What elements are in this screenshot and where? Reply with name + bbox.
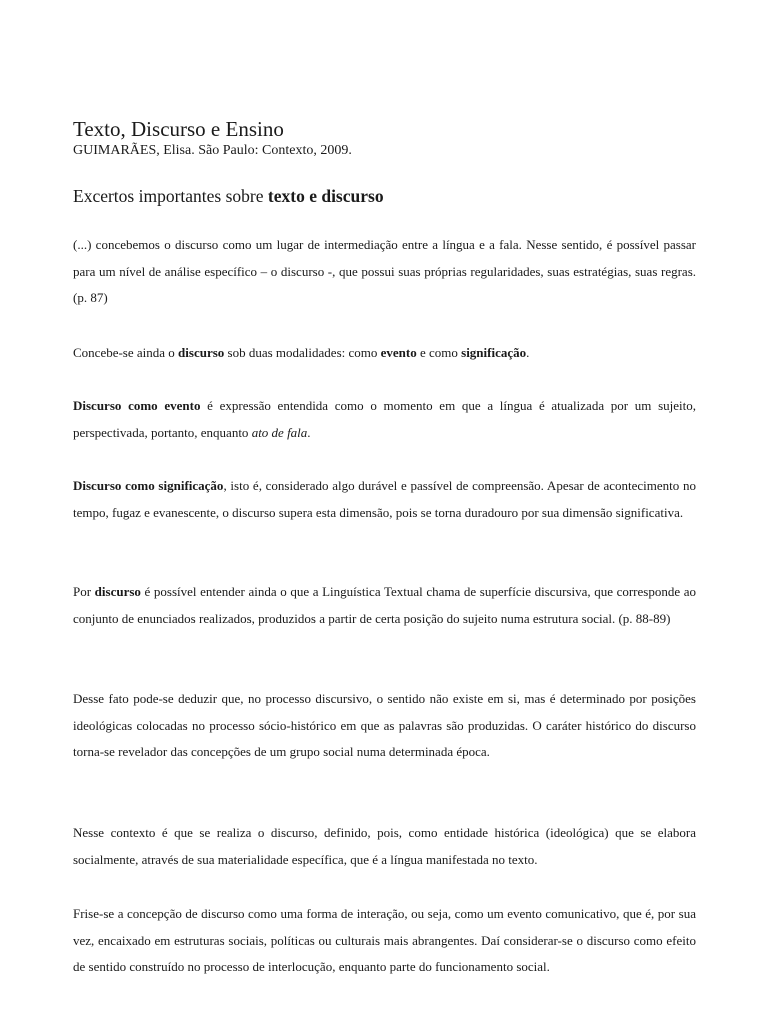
paragraph-4-bold-lead: Discurso como significação: [73, 478, 224, 493]
paragraph-7: [73, 820, 696, 873]
paragraph-6-text: Desse fato pode-se deduzir que, no processo discursivo, o sentido não existe em si, mas é determinado por posições ideológicas colocadas no processo sócio-histórico em que as palavras são produzidas. O caráter histórico do discurso torna-se revelador das concepções de um grupo social numa determinada época.: [73, 691, 696, 759]
paragraph-5-text-c: é possível entender ainda o que a Linguística Textual chama de superfície discursiva, que corresponde ao conjunto de enunciados realizados, produzidos a partir de certa posição do sujeito numa estrutura social. (p. 88-89): [73, 584, 696, 626]
paragraph-3: [73, 393, 696, 446]
paragraph-3-text-e: .: [307, 424, 311, 440]
paragraph-3-bold-lead: Discurso como evento: [73, 398, 201, 413]
section-heading-prefix: Excertos importantes sobre: [73, 186, 268, 206]
section-heading-emphasis: texto e discurso: [267, 186, 384, 206]
citation: GUIMARÃES, Elisa. São Paulo: Contexto, 2009.: [73, 143, 352, 158]
paragraph-6: [73, 686, 696, 766]
paragraph-1: [73, 232, 696, 312]
paragraph-2-bold-discurso: discurso: [178, 345, 225, 360]
paragraph-5-text-a: Por: [73, 584, 95, 599]
paragraph-8-text: Frise-se a concepção de discurso como uma forma de interação, ou seja, como um evento comunicativo, que é, por sua vez, encaixado em estruturas sociais, políticas ou culturais mais abrangentes. Daí considerar-se o discurso como efeito de sentido construído no processo de interlocução, enquanto parte do funcionamento social.: [73, 906, 696, 974]
paragraph-8: [73, 901, 696, 981]
document-title: Texto, Discurso e Ensino: [73, 117, 284, 141]
paragraph-7-text: Nesse contexto é que se realiza o discurso, definido, pois, como entidade histórica (ideológica) que se elabora socialmente, através de sua materialidade específica, que é a língua manifestada no texto.: [73, 825, 696, 867]
paragraph-2-text-c: sob duas modalidades: como: [224, 345, 381, 360]
section-heading: [73, 185, 384, 207]
paragraph-2: [73, 340, 696, 367]
paragraph-2-text-d: e como: [416, 345, 462, 360]
paragraph-4-text-a: , isto é, considerado algo durável e passível de compreensão. Apesar de acontecimento no tempo, fugaz e evanescente, o discurso supera esta dimensão, pois se torna duradouro por sua dimensão significativa.: [73, 478, 696, 520]
paragraph-2-bold-significacao: significação: [461, 345, 527, 360]
paragraph-5: [73, 579, 696, 632]
paragraph-1-text: (...) concebemos o discurso como um lugar de intermediação entre a língua e a fala. Nesse sentido, é possível passar para um nível de análise específico – o discurso -, que possui suas próprias regularidades, suas estratégias, suas regras. (p. 87): [73, 237, 696, 305]
paragraph-3-text-a: é expressão entendida como o momento em que a língua é atualizada por um sujeito, perspectivada, portanto, enquanto: [73, 398, 697, 440]
paragraph-2-text-e: .: [526, 345, 530, 360]
paragraph-3-italic-ato-de-fala: ato de fala: [251, 424, 308, 440]
paragraph-2-text-a: Concebe-se ainda o: [73, 345, 179, 360]
paragraph-5-bold-discurso: discurso: [94, 584, 141, 599]
paragraph-4: [73, 473, 696, 526]
paragraph-2-bold-evento: evento: [380, 345, 417, 360]
